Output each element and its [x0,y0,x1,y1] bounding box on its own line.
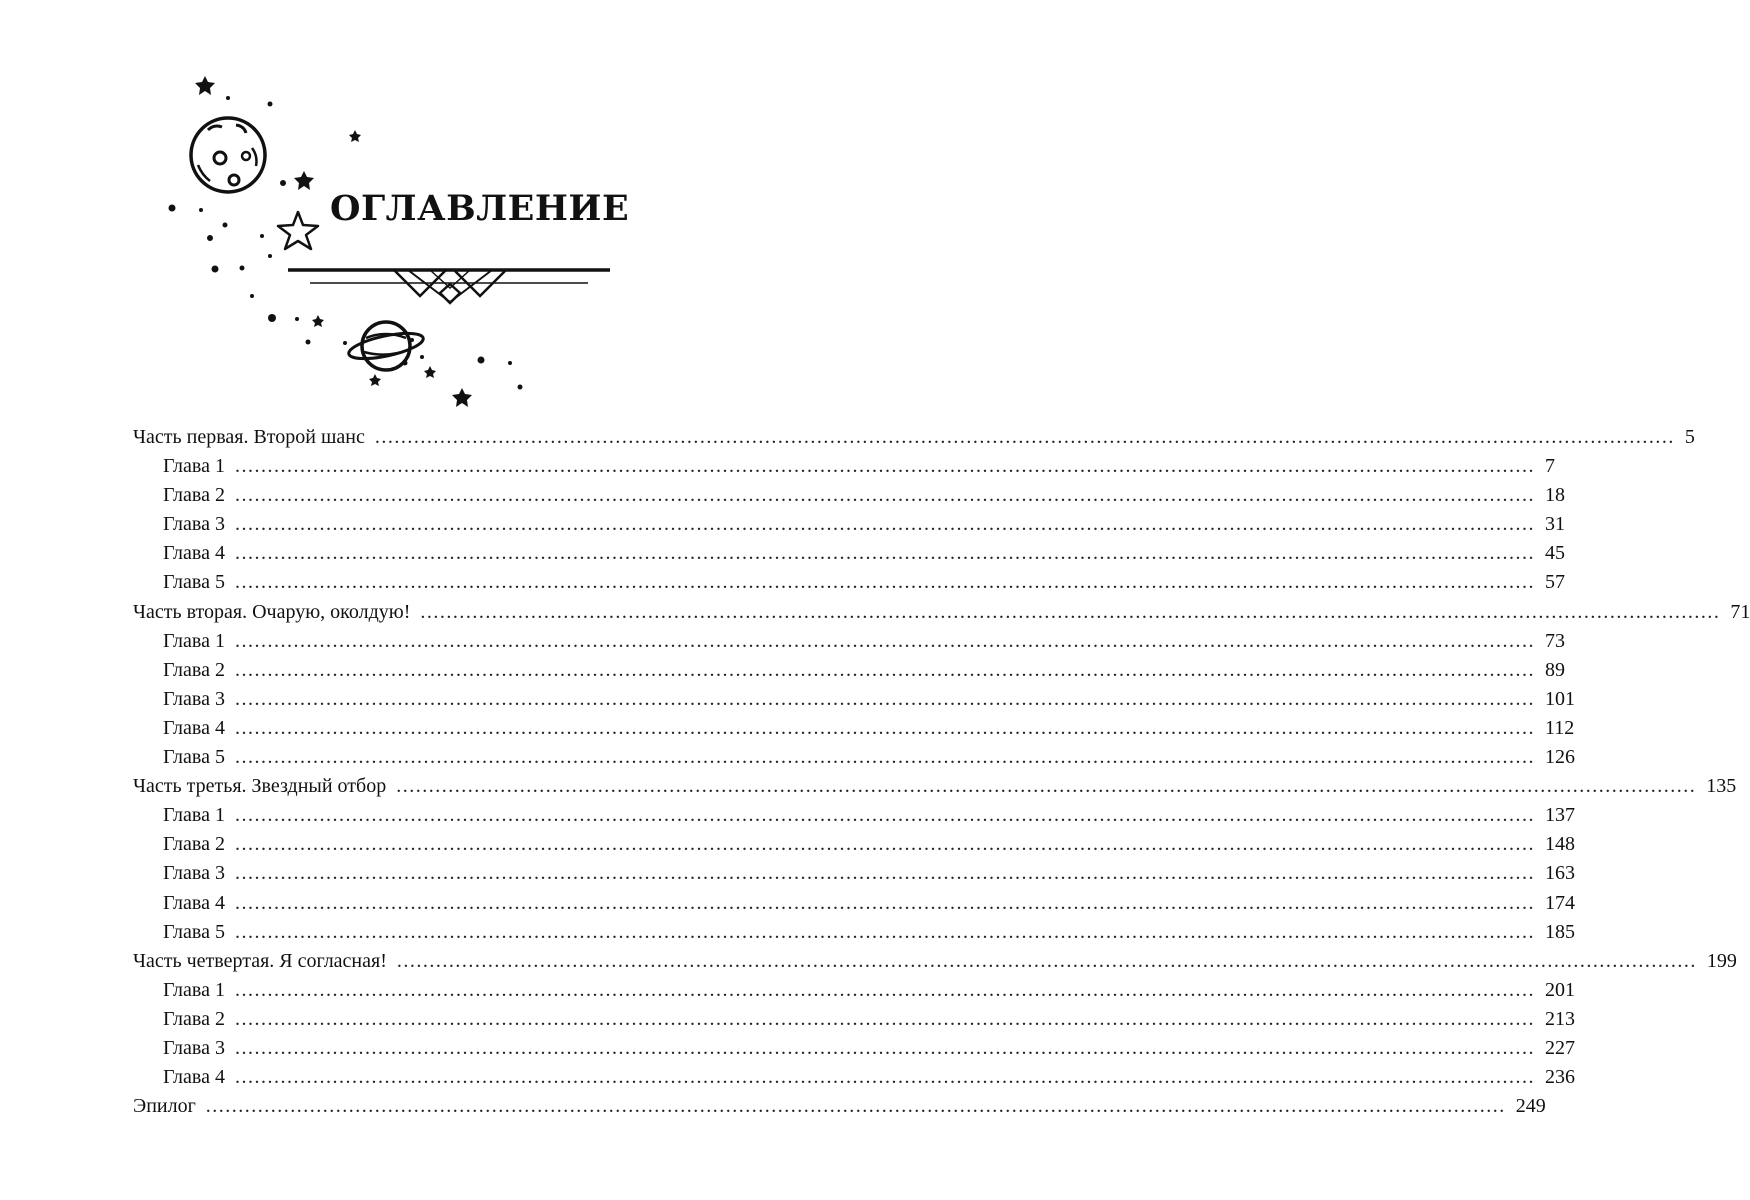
dot-leader: ........................................................................................................................................................................................................ [234,716,1535,739]
toc-entry-label: Глава 2 [163,833,225,856]
toc-page-number: 89 [1544,658,1565,681]
dot-leader: ........................................................................................................................................................................................................ [234,862,1535,885]
toc-page-number: 174 [1544,891,1575,914]
toc-chapter-entry [133,568,1565,597]
dot-leader: ........................................................................................................................................................................................................ [234,513,1535,536]
dot-leader: ........................................................................................................................................................................................................ [234,455,1535,478]
toc-entry-label: Глава 5 [163,920,225,943]
toc-entry-label: Часть четвертая. Я согласная! [133,949,387,972]
planet-ring-icon [347,322,425,370]
toc-chapter-entry [133,801,1575,830]
toc-entry-label: Эпилог [133,1095,196,1118]
dot-leader: ........................................................................................................................................................................................................ [234,833,1535,856]
toc-chapter-entry [133,1005,1575,1034]
dot-leader: ........................................................................................................................................................................................................ [234,1007,1535,1030]
toc-page-number: 112 [1544,716,1575,739]
dot-leader: ........................................................................................................................................................................................................ [374,426,1675,448]
dot-leader: ........................................................................................................................................................................................................ [234,484,1535,507]
toc-part-entry [133,1092,1546,1121]
dot-leader: ........................................................................................................................................................................................................ [234,804,1535,827]
toc-page-number: 201 [1544,978,1575,1001]
toc-entry-label: Глава 1 [163,629,225,652]
dot-leader: ........................................................................................................................................................................................................ [234,978,1535,1001]
toc-chapter-entry [133,976,1575,1005]
toc-page-number: 236 [1544,1066,1575,1089]
dot-leader: ........................................................................................................................................................................................................ [205,1095,1506,1118]
toc-part-entry [133,947,1737,976]
toc-entry-label: Глава 3 [163,513,225,536]
toc-page-number: 101 [1544,687,1575,710]
toc-chapter-entry [133,714,1575,743]
toc-page-number: 31 [1544,513,1565,536]
toc-page-number: 213 [1544,1007,1575,1030]
toc-chapter-entry [133,656,1565,685]
page-title: ОГЛАВЛЕНИЕ [330,188,630,229]
toc-page-number: 148 [1544,833,1575,856]
dot-leader: ........................................................................................................................................................................................................ [234,746,1535,769]
toc-chapter-entry [133,685,1575,714]
toc-part-entry [133,598,1750,627]
dot-leader: ........................................................................................................................................................................................................ [234,658,1535,681]
toc-page-number: 45 [1544,542,1565,565]
dot-leader: ........................................................................................................................................................................................................ [234,687,1535,710]
toc-entry-label: Глава 2 [163,484,225,507]
star-outline-icon [278,212,318,249]
dot-leader: ........................................................................................................................................................................................................ [396,775,1697,798]
toc-page-number: 18 [1544,484,1565,507]
toc-chapter-entry [133,510,1565,539]
toc-page-number: 57 [1544,571,1565,594]
toc-page-number: 7 [1544,455,1555,478]
toc-part-entry [133,423,1695,452]
star-dots [169,96,523,390]
dot-leader: ........................................................................................................................................................................................................ [234,1036,1535,1059]
toc-entry-label: Глава 4 [163,542,225,565]
toc-entry-label: Часть первая. Второй шанс [133,426,365,448]
toc-chapter-entry [133,481,1565,510]
dot-leader: ........................................................................................................................................................................................................ [234,920,1535,943]
toc-entry-label: Глава 1 [163,455,225,478]
dot-leader: ........................................................................................................................................................................................................ [234,1066,1535,1089]
toc-page-number: 71 [1730,600,1750,623]
table-of-contents [133,423,1750,1121]
dot-leader: ........................................................................................................................................................................................................ [234,571,1535,594]
toc-entry-label: Глава 3 [163,687,225,710]
toc-page-number: 227 [1544,1036,1575,1059]
toc-entry-label: Часть третья. Звездный отбор [133,775,387,798]
toc-chapter-entry [133,918,1575,947]
dot-leader: ........................................................................................................................................................................................................ [420,600,1721,623]
toc-page-number: 185 [1544,920,1575,943]
toc-chapter-entry [133,859,1575,888]
toc-entry-label: Глава 3 [163,862,225,885]
toc-entry-label: Глава 2 [163,1007,225,1030]
toc-page-number: 126 [1544,746,1575,769]
moon-icon [191,118,265,192]
toc-entry-label: Глава 3 [163,1036,225,1059]
ornament-divider [288,270,610,303]
toc-part-entry [133,772,1737,801]
toc-chapter-entry [133,452,1555,481]
dot-leader: ........................................................................................................................................................................................................ [234,542,1535,565]
toc-page-number: 73 [1544,629,1565,652]
dot-leader: ........................................................................................................................................................................................................ [234,629,1535,652]
dot-leader: ........................................................................................................................................................................................................ [234,891,1535,914]
toc-chapter-entry [133,539,1565,568]
dot-leader: ........................................................................................................................................................................................................ [396,949,1697,972]
toc-page-number: 5 [1684,426,1695,448]
toc-entry-label: Глава 2 [163,658,225,681]
toc-chapter-entry [133,743,1575,772]
toc-page-number: 135 [1706,775,1737,798]
toc-entry-label: Глава 1 [163,804,225,827]
toc-entry-label: Глава 4 [163,891,225,914]
toc-entry-label: Глава 4 [163,1066,225,1089]
toc-entry-label: Глава 1 [163,978,225,1001]
toc-chapter-entry [133,1034,1575,1063]
toc-entry-label: Глава 5 [163,746,225,769]
toc-page-number: 163 [1544,862,1575,885]
toc-chapter-entry [133,830,1575,859]
toc-page-number: 249 [1515,1095,1546,1118]
toc-entry-label: Глава 5 [163,571,225,594]
toc-chapter-entry [133,1063,1575,1092]
toc-page-number: 137 [1544,804,1575,827]
toc-page-number: 199 [1706,949,1737,972]
toc-entry-label: Глава 4 [163,716,225,739]
toc-chapter-entry [133,889,1575,918]
toc-chapter-entry [133,627,1565,656]
toc-entry-label: Часть вторая. Очарую, околдую! [133,600,411,623]
